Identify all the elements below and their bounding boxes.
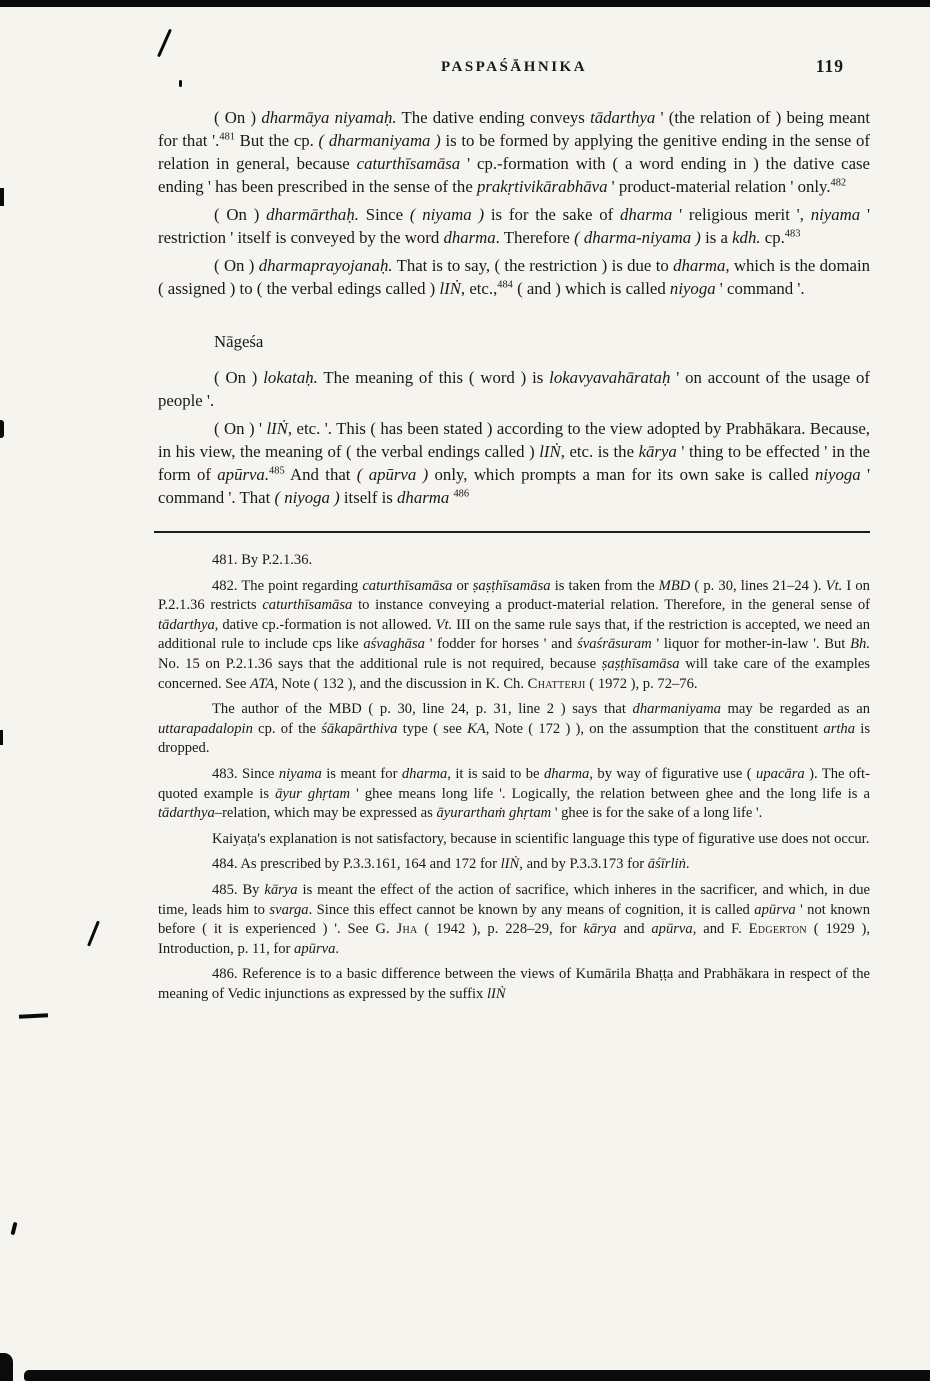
text-run: , etc., xyxy=(460,279,498,298)
text-run: The meaning of this ( word ) is xyxy=(317,368,550,387)
text-run: dharma, xyxy=(673,256,730,275)
text-run: caturthīsamāsa xyxy=(362,577,453,594)
text-run: 485. By xyxy=(212,881,265,898)
text-run: That is to say, ( the restriction ) is due to xyxy=(392,256,674,275)
text-run: ( On ) ' xyxy=(214,419,267,438)
text-run: ( dharma-niyama ) xyxy=(574,228,701,247)
text-run: āśīrliṅ xyxy=(647,856,686,873)
page-header-title: PASPAŚĀHNIKA xyxy=(440,59,588,75)
footnote-ref: 485 xyxy=(269,465,285,477)
text-run: niyama xyxy=(810,205,861,224)
text-run: lokavyavahārataḥ xyxy=(549,368,671,387)
text-run: lIṄ xyxy=(266,419,288,438)
text-run: 484. As prescribed by P.3.3.161, 164 and 172 for xyxy=(212,856,501,873)
scan-artifact-dash xyxy=(19,1013,48,1019)
text-run: uttarapadalopin xyxy=(158,720,253,737)
paragraph xyxy=(158,765,870,824)
paragraph xyxy=(158,417,870,509)
text-run: niyoga xyxy=(814,465,861,484)
text-run: III on the same rule says that, if the restriction is accepted, we need an additional rule to include cps like xyxy=(158,616,870,653)
scan-artifact-slash xyxy=(87,920,100,946)
paragraph xyxy=(158,881,870,959)
text-run: dharmāya niyamaḥ. xyxy=(261,108,397,127)
text-run: . Since this effect cannot be known by any means of cognition, it is called xyxy=(308,901,755,918)
text-run: caturthīsamāsa xyxy=(262,597,353,614)
text-run: The author of the MBD ( p. 30, line 24, p. 31, line 2 ) says that xyxy=(212,701,633,718)
scan-artifact-top-bar xyxy=(0,0,930,7)
text-run: The dative ending conveys xyxy=(396,108,591,127)
text-run: I on P.2.1.36 restricts xyxy=(158,577,870,614)
text-run: tādarthya xyxy=(158,805,215,822)
text-run: Vt. xyxy=(435,616,453,633)
running-head xyxy=(158,58,870,80)
text-run: lIṄ xyxy=(539,442,561,461)
text-run: , dative cp.-formation is not allowed. xyxy=(214,616,436,633)
text-run: ( On ) xyxy=(214,205,267,224)
text-run: ( p. 30, lines 21–24 ). xyxy=(690,577,826,594)
text-run: dharma xyxy=(543,765,590,782)
text-run: dharmaniyama xyxy=(632,701,721,718)
text-run: ( apūrva ) xyxy=(356,465,429,484)
paragraph xyxy=(158,366,870,412)
text-run: ( 1942 ), p. 228–29, for xyxy=(417,921,584,938)
text-run: tādarthya xyxy=(590,108,656,127)
text-run: lIṄ xyxy=(500,856,520,873)
text-run: Vt. xyxy=(825,577,843,594)
text-run: ' fodder for horses ' and xyxy=(424,636,578,653)
text-run: ' on account of the usage of people '. xyxy=(158,368,870,410)
text-run: MBD xyxy=(658,577,691,594)
text-run: ( dharmaniyama ) xyxy=(318,131,441,150)
footnote-ref: 481 xyxy=(219,131,235,143)
text-run: 483. Since xyxy=(212,765,279,782)
text-run: will take care of the examples concerned. See xyxy=(158,655,870,692)
text-run: apūrva xyxy=(294,940,336,957)
text-run: tādarthya xyxy=(158,616,215,633)
text-run: is for the sake of xyxy=(484,205,621,224)
paragraph xyxy=(158,700,870,759)
text-run: No. 15 on P.2.1.36 says that the additional rule is not required, because xyxy=(158,655,602,672)
text-run: ' religious merit ', xyxy=(672,205,811,224)
text-run: is dropped. xyxy=(158,720,871,757)
text-run: caturthīsamāsa xyxy=(356,154,461,173)
paragraph xyxy=(158,551,870,571)
text-run: upacāra xyxy=(756,765,805,782)
text-run: ṣaṣṭhīsamāsa xyxy=(472,577,551,594)
text-run: may be regarded as an xyxy=(720,701,870,718)
text-run: to instance conveying a product-material relation. Therefore, in the general sense of xyxy=(352,597,870,614)
text-run: ' command '. xyxy=(715,279,805,298)
text-run: . xyxy=(335,940,340,957)
text-run: Jha xyxy=(396,921,418,938)
text-run: 481. By P.2.1.36. xyxy=(212,552,313,568)
text-run: , by way of figurative use ( xyxy=(589,765,757,782)
text-run: dharma xyxy=(443,228,496,247)
text-run: , Note ( 132 ), and the discussion in K. Ch. xyxy=(274,675,528,692)
text-run: Since xyxy=(358,205,410,224)
text-run: . Therefore xyxy=(495,228,575,247)
text-run: , and F. xyxy=(692,921,749,938)
text-run: niyoga xyxy=(669,279,716,298)
text-run: is meant for xyxy=(321,765,402,782)
text-run: aśvaghāsa xyxy=(363,636,425,653)
text-run: kārya xyxy=(583,921,617,938)
text-run: . xyxy=(685,856,690,873)
footnote-ref: 486 xyxy=(453,488,470,500)
paragraph xyxy=(158,830,870,850)
text-run: and xyxy=(616,921,652,938)
text-run: ' liquor for mother-in-law '. But xyxy=(651,636,851,653)
paragraph xyxy=(158,106,870,198)
text-run: dharma xyxy=(620,205,673,224)
text-run: ' cp.-formation with ( a word ending in ) the dative case ending ' has been prescribed in the sense of the xyxy=(158,154,871,196)
text-run: ( niyoga ) xyxy=(274,488,340,507)
text-run: lIṄ xyxy=(486,985,506,1002)
text-run: cp. xyxy=(760,228,785,247)
section-heading: Nāgeśa xyxy=(214,332,264,351)
main-text xyxy=(158,106,870,509)
text-run: ' not known before ( it is experienced ) '. See G. xyxy=(158,901,870,938)
text-run: ( 1972 ), p. 72–76. xyxy=(585,675,698,692)
text-run: , etc. '. This ( has been stated ) according to the view adopted by Prabhākara. Because, in his view, the meaning of ( the verbal endings called ) xyxy=(158,419,870,461)
text-run: is to be formed by applying the genitive ending in the sense of relation in general, because xyxy=(158,131,871,173)
paragraph xyxy=(158,254,870,300)
text-run: cp. of the xyxy=(252,720,322,737)
text-run: 482. The point regarding xyxy=(212,577,363,594)
paragraph xyxy=(158,203,870,249)
text-run: ' restriction ' itself is conveyed by the word xyxy=(158,205,870,247)
scan-artifact-tick xyxy=(0,188,4,206)
text-run: niyama xyxy=(278,765,322,782)
text-run: ). The oft-quoted example is xyxy=(158,765,870,802)
scan-artifact-tick xyxy=(0,420,4,438)
text-run: ' product-material relation ' only. xyxy=(607,177,831,196)
text-run: , it is said to be xyxy=(447,765,544,782)
text-run: kdh. xyxy=(732,228,761,247)
text-run: which is the domain ( assigned ) to ( the verbal edings called ) xyxy=(158,256,870,298)
scan-artifact-bottom-bar xyxy=(24,1370,930,1381)
scan-artifact-blob xyxy=(0,1353,13,1381)
text-run: 486. Reference is to a basic difference between the views of Kumārila Bhaṭṭa and Prabhākara in respect of the meaning of Vedic injunctions as expressed by the suffix xyxy=(158,966,870,1002)
text-run: ṣaṣṭhīsamāsa xyxy=(601,655,680,672)
text-run: KA xyxy=(467,720,486,737)
text-run: , etc. is the xyxy=(560,442,639,461)
page-content xyxy=(158,58,870,1010)
text-run: ' (the relation of ) being meant for that '. xyxy=(158,108,870,150)
footnote-ref: 483 xyxy=(784,228,801,240)
text-run: āyur ghṛtam xyxy=(275,785,351,802)
text-run: is meant the effect of the action of sacrifice, which inheres in the sacrificer, and which, in due time, leads him to xyxy=(158,881,870,918)
text-run: is a xyxy=(700,228,733,247)
text-run: kārya xyxy=(264,881,298,898)
text-run: But the cp. xyxy=(234,131,319,150)
text-run: ' command '. That xyxy=(158,465,870,507)
text-run: ( niyama ) xyxy=(409,205,485,224)
footnotes xyxy=(158,551,870,1004)
text-run: is taken from the xyxy=(550,577,659,594)
text-run: type ( see xyxy=(397,720,468,737)
text-run: artha xyxy=(823,720,856,737)
text-run: Bh. xyxy=(850,636,870,653)
text-run: lokataḥ. xyxy=(263,368,318,387)
text-run: dharma xyxy=(397,488,454,507)
text-run: Chatterji xyxy=(527,675,586,692)
footnote-ref: 482 xyxy=(830,177,847,189)
text-run: apūrva. xyxy=(217,465,270,484)
scan-artifact-slash xyxy=(157,29,172,58)
text-run: or xyxy=(452,577,473,594)
text-run: śākapārthiva xyxy=(321,720,398,737)
paragraph xyxy=(158,577,870,695)
text-run: ( On ) xyxy=(214,368,264,387)
scan-artifact-tick xyxy=(10,1222,17,1236)
text-run: –relation, which may be expressed as xyxy=(214,805,437,822)
text-run: āyurarthaṁ ghṛtam xyxy=(436,805,552,822)
text-run: ( On ) xyxy=(214,108,262,127)
text-run: śvaśrāsuram xyxy=(577,636,652,653)
paragraph xyxy=(158,965,870,1004)
footnote-separator xyxy=(154,531,870,533)
text-run: Edgerton xyxy=(748,921,807,938)
text-run: ATA xyxy=(249,675,275,692)
paragraph xyxy=(158,855,870,875)
text-run: , Note ( 172 ) ), on the assumption that the constituent xyxy=(485,720,824,737)
text-run: ( On ) xyxy=(214,256,259,275)
footnote-ref: 484 xyxy=(497,279,513,291)
text-run: itself is xyxy=(339,488,398,507)
page-number: 119 xyxy=(815,56,844,76)
text-run: dharmārthaḥ. xyxy=(266,205,359,224)
scan-artifact-tick xyxy=(0,730,3,745)
text-run: ' thing to be effected ' in the form of xyxy=(158,442,870,484)
text-run: And that xyxy=(284,465,357,484)
text-run: apūrva xyxy=(651,921,693,938)
text-run: dharmaprayojanaḥ. xyxy=(258,256,393,275)
text-run: only, which prompts a man for its own sake is called xyxy=(428,465,815,484)
text-run: Kaiyaṭa's explanation is not satisfactory, because in scientific language this type of figurative use does not occur. xyxy=(212,830,870,847)
text-run: prakṛtivikārabhāva xyxy=(476,177,608,196)
text-run: dharma xyxy=(401,765,448,782)
text-run: ' ghee is for the sake of a long life '. xyxy=(551,805,763,822)
text-run: lIṄ xyxy=(439,279,461,298)
text-run: ( and ) which is called xyxy=(512,279,670,298)
text-run: ' ghee means long life '. Logically, the relation between ghee and the long life is a xyxy=(350,785,870,802)
text-run: ( 1929 ), Introduction, p. 11, for xyxy=(158,921,870,957)
text-run: apūrva xyxy=(754,901,796,918)
text-run: , and by P.3.3.173 for xyxy=(519,856,648,873)
text-run: kārya xyxy=(638,442,677,461)
text-run: svarga xyxy=(269,901,309,918)
